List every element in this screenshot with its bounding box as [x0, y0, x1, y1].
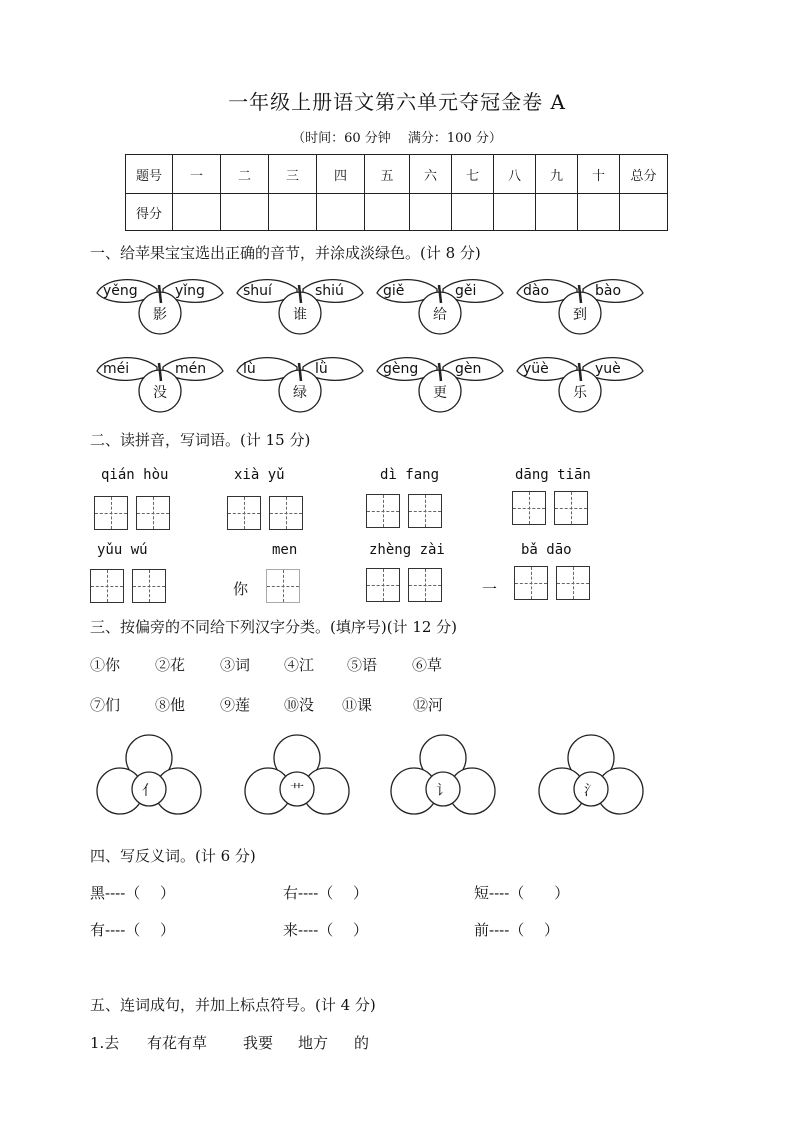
table-cell: 九 [536, 155, 578, 194]
writing-grid[interactable] [136, 496, 170, 530]
word-chip: 有花有草 [147, 1034, 208, 1052]
writing-grid[interactable] [554, 491, 588, 525]
section-4-heading: 四、写反义词。(计 6 分) [90, 847, 256, 865]
antonym-item[interactable]: 右----（ ） [283, 884, 369, 902]
pinyin-option-left[interactable]: lù [243, 361, 256, 377]
word-chip: 1.去 [90, 1034, 120, 1052]
score-cell[interactable] [578, 194, 620, 231]
table-cell: 得分 [126, 194, 173, 231]
apple-char: 绿 [293, 385, 307, 401]
score-cell[interactable] [365, 194, 410, 231]
apple-char: 影 [153, 307, 167, 323]
writing-grid[interactable] [556, 566, 590, 600]
char-item: ⑤语 [347, 656, 378, 674]
exam-info: （时间：60 分钟 满分：100 分） [292, 131, 502, 146]
pinyin-option-right[interactable]: yǐng [175, 283, 205, 299]
writing-grid[interactable] [408, 568, 442, 602]
apple-char: 到 [573, 307, 587, 323]
score-cell[interactable] [173, 194, 221, 231]
pinyin-option-left[interactable]: shuí [243, 283, 272, 299]
table-cell: 题号 [126, 155, 173, 194]
radical-label: 讠 [436, 783, 450, 799]
flower-icon [536, 733, 646, 817]
given-char: 你 [233, 580, 249, 598]
char-item: ②花 [155, 656, 186, 674]
writing-grid[interactable] [90, 569, 124, 603]
apple-char: 给 [433, 307, 447, 323]
apple-item[interactable] [375, 273, 505, 335]
pinyin-label: yǔu wú [97, 542, 148, 558]
score-table-header-row [126, 155, 668, 194]
score-cell[interactable] [620, 194, 668, 231]
char-item: ⑥草 [412, 656, 443, 674]
char-item: ①你 [90, 656, 121, 674]
radical-flower[interactable] [388, 733, 498, 813]
pinyin-option-right[interactable]: shiú [315, 283, 344, 299]
apple-item[interactable] [375, 351, 505, 413]
flower-icon [388, 733, 498, 817]
score-table [125, 154, 668, 231]
table-cell: 六 [410, 155, 452, 194]
antonym-item[interactable]: 有----（ ） [90, 921, 176, 939]
radical-flower[interactable] [536, 733, 646, 813]
score-cell[interactable] [452, 194, 494, 231]
given-char: 一 [482, 580, 498, 598]
char-item: ⑦们 [90, 696, 121, 714]
char-item: ⑪课 [342, 696, 373, 714]
table-cell: 七 [452, 155, 494, 194]
word-chip: 我要 [243, 1034, 274, 1052]
apple-item[interactable] [235, 273, 365, 335]
writing-grid[interactable] [366, 568, 400, 602]
pinyin-option-left[interactable]: méi [103, 361, 130, 377]
pinyin-option-right[interactable]: lǜ [315, 361, 328, 377]
apple-char: 谁 [293, 307, 307, 323]
apple-item[interactable] [515, 351, 645, 413]
pinyin-label: xià yǔ [234, 467, 285, 483]
apple-item[interactable] [95, 351, 225, 413]
writing-grid[interactable] [408, 494, 442, 528]
pinyin-option-left[interactable]: gèng [383, 361, 419, 377]
writing-grid[interactable] [366, 494, 400, 528]
antonym-item[interactable]: 黑----（ ） [90, 884, 176, 902]
radical-label: 艹 [290, 783, 304, 799]
char-item: ③词 [220, 656, 251, 674]
pinyin-label: men [272, 542, 298, 558]
section-2-heading: 二、读拼音，写词语。(计 15 分) [90, 431, 311, 449]
char-item: ⑧他 [155, 696, 186, 714]
section-3-heading: 三、按偏旁的不同给下列汉字分类。(填序号)(计 12 分) [90, 618, 458, 636]
pinyin-label: dì fang [380, 467, 440, 483]
writing-grid[interactable] [266, 569, 300, 603]
table-cell: 四 [317, 155, 365, 194]
writing-grid[interactable] [514, 566, 548, 600]
section-5-heading: 五、连词成句，并加上标点符号。(计 4 分) [90, 996, 376, 1014]
table-cell: 三 [269, 155, 317, 194]
score-cell[interactable] [221, 194, 269, 231]
pinyin-label: bǎ dāo [521, 542, 572, 558]
apple-char: 乐 [573, 385, 587, 401]
pinyin-option-right[interactable]: gěi [455, 283, 477, 299]
score-cell[interactable] [536, 194, 578, 231]
section-1-heading: 一、给苹果宝宝选出正确的音节，并涂成淡绿色。(计 8 分) [90, 244, 481, 262]
char-item: ⑨莲 [220, 696, 251, 714]
pinyin-option-left[interactable]: yüè [523, 361, 549, 377]
pinyin-label: zhèng zài [369, 542, 445, 558]
score-cell[interactable] [410, 194, 452, 231]
writing-grid[interactable] [227, 496, 261, 530]
table-cell: 五 [365, 155, 410, 194]
table-cell: 二 [221, 155, 269, 194]
apple-item[interactable] [95, 273, 225, 335]
writing-grid[interactable] [512, 491, 546, 525]
pinyin-label: qián hòu [101, 467, 169, 483]
score-table-score-row [126, 194, 668, 231]
table-cell: 总分 [620, 155, 668, 194]
pinyin-option-right[interactable]: bào [595, 283, 622, 299]
table-cell: 十 [578, 155, 620, 194]
radical-label: 氵 [584, 783, 598, 799]
pinyin-option-left[interactable]: dào [523, 283, 550, 299]
char-item: ⑫河 [413, 696, 444, 714]
char-item: ⑩没 [284, 696, 315, 714]
char-item: ④江 [284, 656, 315, 674]
pinyin-label: dāng tiān [515, 467, 591, 483]
table-cell: 八 [494, 155, 536, 194]
flower-icon [242, 733, 352, 817]
score-cell[interactable] [269, 194, 317, 231]
pinyin-option-left[interactable]: yěng [103, 283, 138, 299]
word-chip: 的 [354, 1034, 370, 1052]
radical-flower[interactable] [94, 733, 204, 813]
pinyin-option-right[interactable]: gèn [455, 361, 482, 377]
word-chip: 地方 [298, 1034, 329, 1052]
pinyin-option-left[interactable]: giě [383, 283, 405, 299]
pinyin-option-right[interactable]: yuè [595, 361, 621, 377]
pinyin-option-right[interactable]: mén [175, 361, 207, 377]
writing-grid[interactable] [269, 496, 303, 530]
apple-char: 更 [433, 385, 447, 401]
writing-grid[interactable] [132, 569, 166, 603]
radical-flower[interactable] [242, 733, 352, 813]
flower-icon [94, 733, 204, 817]
apple-item[interactable] [515, 273, 645, 335]
writing-grid[interactable] [94, 496, 128, 530]
table-cell: 一 [173, 155, 221, 194]
radical-label: 亻 [142, 783, 156, 799]
score-cell[interactable] [494, 194, 536, 231]
score-cell[interactable] [317, 194, 365, 231]
antonym-item[interactable]: 短----（ ） [474, 884, 570, 902]
apple-char: 没 [153, 385, 167, 401]
apple-item[interactable] [235, 351, 365, 413]
antonym-item[interactable]: 来----（ ） [283, 921, 369, 939]
page-title: 一年级上册语文第六单元夺冠金卷 A [228, 90, 566, 114]
antonym-item[interactable]: 前----（ ） [474, 921, 560, 939]
